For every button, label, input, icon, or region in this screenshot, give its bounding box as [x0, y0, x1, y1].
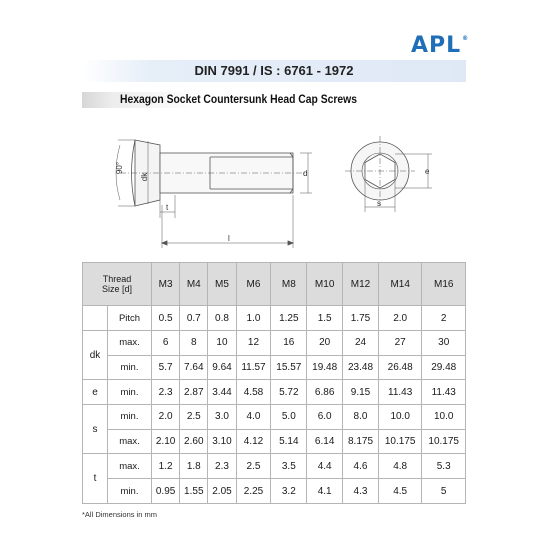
table-cell: 11.57	[236, 355, 271, 380]
table-cell: 2	[422, 306, 466, 331]
t-label: t	[166, 203, 169, 212]
table-row-e-min	[83, 380, 466, 405]
param-t: t	[83, 454, 108, 504]
table-cell: 9.15	[343, 380, 379, 405]
table-row-s-min	[83, 405, 466, 430]
size-header: M3	[152, 263, 180, 306]
row-label: min.	[108, 380, 152, 405]
table-cell: 0.95	[152, 479, 180, 504]
param-e: e	[83, 380, 108, 405]
table-header-row	[83, 263, 466, 306]
table-cell: 2.0	[152, 405, 180, 430]
table-cell: 8.0	[343, 405, 379, 430]
table-cell: 3.2	[271, 479, 307, 504]
screw-side-view	[116, 140, 312, 248]
table-cell: 2.60	[180, 429, 208, 454]
row-label: max.	[108, 330, 152, 355]
table-cell: 0.7	[180, 306, 208, 331]
table-cell: 5.7	[152, 355, 180, 380]
table-cell: 2.87	[180, 380, 208, 405]
table-cell: 4.8	[378, 454, 422, 479]
table-cell: 5.72	[271, 380, 307, 405]
table-cell: 0.5	[152, 306, 180, 331]
table-cell: 29.48	[422, 355, 466, 380]
table-cell: 4.4	[307, 454, 343, 479]
table-cell: 9.64	[208, 355, 236, 380]
table-cell: 10	[208, 330, 236, 355]
table-cell: 6	[152, 330, 180, 355]
size-header: M10	[307, 263, 343, 306]
thread-size-header: Thread Size [d]	[83, 263, 152, 306]
table-row-pitch	[83, 306, 466, 331]
footnote: *All Dimensions in mm	[82, 510, 158, 519]
table-cell: 6.86	[307, 380, 343, 405]
size-header: M14	[378, 263, 422, 306]
table-cell: 3.5	[271, 454, 307, 479]
table-cell: 5.0	[271, 405, 307, 430]
table-cell: 24	[343, 330, 379, 355]
param-dk: dk	[83, 330, 108, 379]
row-label: max.	[108, 454, 152, 479]
table-row-dk-max	[83, 330, 466, 355]
size-header: M4	[180, 263, 208, 306]
table-cell: 10.0	[378, 405, 422, 430]
table-cell: 7.64	[180, 355, 208, 380]
dk-label: dk	[140, 172, 149, 182]
table-cell: 5	[422, 479, 466, 504]
angle-label: 90°	[115, 161, 124, 175]
l-label: l	[228, 234, 230, 243]
table-cell: 4.3	[343, 479, 379, 504]
table-cell: 11.43	[378, 380, 422, 405]
table-cell: 4.12	[236, 429, 271, 454]
size-header: M12	[343, 263, 379, 306]
table-cell: 26.48	[378, 355, 422, 380]
table-cell: 10.175	[378, 429, 422, 454]
table-cell: 10.175	[422, 429, 466, 454]
table-cell: 27	[378, 330, 422, 355]
size-header: M16	[422, 263, 466, 306]
registered-mark: ®	[462, 35, 470, 42]
table-row-t-min	[83, 479, 466, 504]
e-label: e	[425, 167, 430, 176]
table-cell: 1.0	[236, 306, 271, 331]
size-header: M8	[271, 263, 307, 306]
table-row-s-max	[83, 429, 466, 454]
table-cell: 19.48	[307, 355, 343, 380]
pitch-label: Pitch	[108, 306, 152, 331]
table-cell: 10.0	[422, 405, 466, 430]
table-cell: 4.0	[236, 405, 271, 430]
table-row-t-max	[83, 454, 466, 479]
screw-front-view	[345, 136, 432, 212]
table-cell: 3.0	[208, 405, 236, 430]
table-cell: 6.14	[307, 429, 343, 454]
size-header: M6	[236, 263, 271, 306]
table-cell: 4.5	[378, 479, 422, 504]
table-cell: 2.0	[378, 306, 422, 331]
table-cell: 23.48	[343, 355, 379, 380]
dimensions-table	[82, 262, 466, 504]
table-cell: 4.1	[307, 479, 343, 504]
product-title: Hexagon Socket Countersunk Head Cap Screws	[120, 94, 357, 106]
table-cell: 4.6	[343, 454, 379, 479]
table-cell: 4.58	[236, 380, 271, 405]
table-cell: 5.14	[271, 429, 307, 454]
table-cell: 12	[236, 330, 271, 355]
table-cell: 2.5	[236, 454, 271, 479]
row-label: min.	[108, 405, 152, 430]
table-cell: 30	[422, 330, 466, 355]
table-cell: 1.8	[180, 454, 208, 479]
table-cell: 20	[307, 330, 343, 355]
table-cell: 3.10	[208, 429, 236, 454]
table-cell: 15.57	[271, 355, 307, 380]
table-cell: 1.55	[180, 479, 208, 504]
table-cell: 8.175	[343, 429, 379, 454]
table-cell: 11.43	[422, 380, 466, 405]
table-cell: 1.75	[343, 306, 379, 331]
param-cell	[83, 306, 108, 331]
table-cell: 2.10	[152, 429, 180, 454]
table-cell: 2.05	[208, 479, 236, 504]
row-label: min.	[108, 479, 152, 504]
table-cell: 2.25	[236, 479, 271, 504]
table-cell: 1.2	[152, 454, 180, 479]
standard-title: DIN 7991 / IS : 6761 - 1972	[82, 60, 466, 82]
table-cell: 2.5	[180, 405, 208, 430]
d-label: d	[303, 169, 308, 178]
table-cell: 1.25	[271, 306, 307, 331]
row-label: max.	[108, 429, 152, 454]
param-s: s	[83, 405, 108, 454]
table-cell: 5.3	[422, 454, 466, 479]
logo-text: APL	[411, 33, 462, 58]
screw-technical-drawing	[0, 0, 550, 262]
row-label: min.	[108, 355, 152, 380]
table-row-dk-min	[83, 355, 466, 380]
table-cell: 2.3	[208, 454, 236, 479]
table-cell: 16	[271, 330, 307, 355]
table-cell: 6.0	[307, 405, 343, 430]
table-cell: 3.44	[208, 380, 236, 405]
s-label: s	[377, 199, 381, 208]
table-cell: 1.5	[307, 306, 343, 331]
table-cell: 8	[180, 330, 208, 355]
size-header: M5	[208, 263, 236, 306]
table-cell: 2.3	[152, 380, 180, 405]
table-cell: 0.8	[208, 306, 236, 331]
